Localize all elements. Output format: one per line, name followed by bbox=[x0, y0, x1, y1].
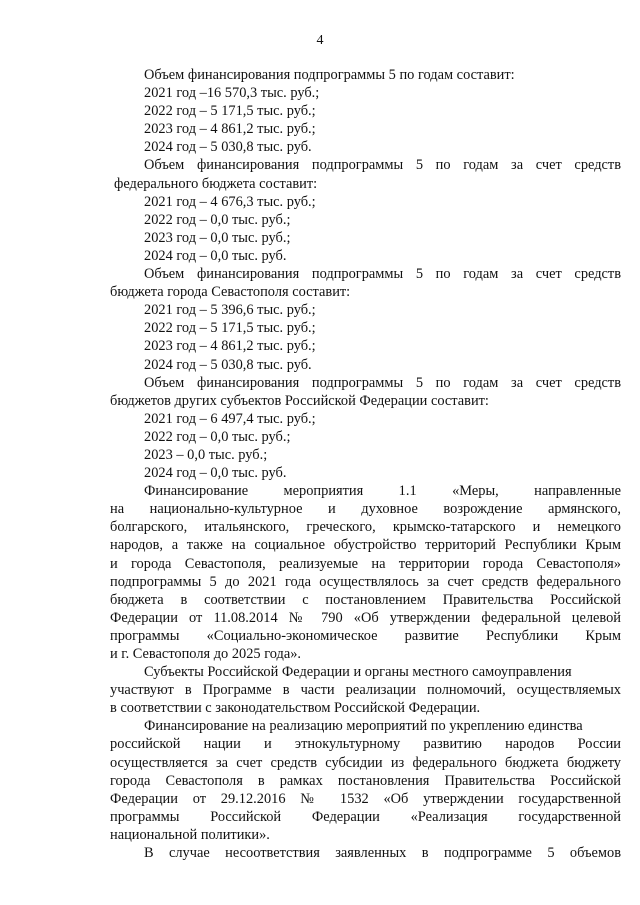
text-line: осуществляется за счет средств субсидии из федерального бюджета бюджету bbox=[110, 754, 621, 771]
text-line: 2021 год – 6 497,4 тыс. руб.; bbox=[144, 410, 316, 427]
text-line: Федерации от 29.12.2016 № 1532 «Об утверждении государственной bbox=[110, 790, 621, 807]
text-line: федерального бюджета составит: bbox=[114, 175, 318, 192]
text-line: Объем финансирования подпрограммы 5 по годам за счет средств bbox=[144, 266, 621, 283]
text-line: российской нации и этнокультурному развитию народов России bbox=[110, 736, 621, 753]
text-line: участвуют в Программе в части реализации полномочий, осуществляемых bbox=[110, 682, 621, 699]
text-line: народов, а также на социальное обустройство территорий Республики Крым bbox=[110, 537, 621, 554]
text-line: Объем финансирования подпрограммы 5 по годам за счет средств bbox=[144, 157, 621, 174]
text-line: Федерации от 11.08.2014 № 790 «Об утверждении федеральной целевой bbox=[110, 609, 621, 626]
text-line: национальной политики». bbox=[110, 826, 270, 843]
text-line: 2024 год – 5 030,8 тыс. руб. bbox=[144, 356, 312, 373]
text-line: программы «Социально-экономическое развитие Республики Крым bbox=[110, 627, 621, 644]
text-line: 2021 год – 5 396,6 тыс. руб.; bbox=[144, 302, 316, 319]
text-line: Объем финансирования подпрограммы 5 по годам за счет средств bbox=[144, 374, 621, 391]
text-line: Финансирование мероприятия 1.1 «Меры, направленные bbox=[144, 483, 621, 500]
text-line: В случае несоответствия заявленных в подпрограмме 5 объемов bbox=[144, 845, 621, 862]
page-number: 4 bbox=[316, 33, 324, 48]
text-line: 2021 год – 4 676,3 тыс. руб.; bbox=[144, 193, 316, 210]
text-line: 2021 год –16 570,3 тыс. руб.; bbox=[144, 85, 320, 102]
document-body bbox=[110, 66, 621, 862]
text-line: в соответствии с законодательством Российской Федерации. bbox=[110, 700, 481, 717]
text-line: 2024 год – 0,0 тыс. руб. bbox=[144, 247, 287, 264]
text-line: бюджета города Севастополя составит: bbox=[110, 284, 351, 301]
text-line: 2023 год – 4 861,2 тыс. руб.; bbox=[144, 121, 316, 138]
text-line: 2024 год – 0,0 тыс. руб. bbox=[144, 465, 287, 482]
text-line: на национально-культурное и духовное возрождение армянского, bbox=[110, 501, 621, 518]
text-line: болгарского, итальянского, греческого, крымско-татарского и немецкого bbox=[110, 519, 621, 536]
text-line: 2023 год – 0,0 тыс. руб.; bbox=[144, 229, 291, 246]
text-line: Субъекты Российской Федерации и органы местного самоуправления bbox=[144, 664, 572, 681]
text-line: 2023 год – 4 861,2 тыс. руб.; bbox=[144, 338, 316, 355]
text-line: Финансирование на реализацию мероприятий по укреплению единства bbox=[144, 718, 583, 735]
text-line: 2022 год – 0,0 тыс. руб.; bbox=[144, 428, 291, 445]
text-line: 2022 год – 0,0 тыс. руб.; bbox=[144, 211, 291, 228]
text-line: подпрограммы 5 до 2021 года осуществлялось за счет средств федерального bbox=[110, 573, 621, 590]
text-line: 2022 год – 5 171,5 тыс. руб.; bbox=[144, 103, 316, 120]
text-line: бюджета в соответствии с постановлением Правительства Российской bbox=[110, 591, 621, 608]
text-line: Объем финансирования подпрограммы 5 по годам составит: bbox=[144, 67, 515, 83]
text-line: и города Севастополя, реализуемые на территории города Севастополя» bbox=[110, 555, 621, 572]
text-line: 2024 год – 5 030,8 тыс. руб. bbox=[144, 139, 312, 156]
text-line: программы Российской Федерации «Реализация государственной bbox=[110, 808, 621, 825]
text-line: 2023 – 0,0 тыс. руб.; bbox=[144, 446, 268, 463]
text-line: 2022 год – 5 171,5 тыс. руб.; bbox=[144, 320, 316, 337]
text-line: бюджетов других субъектов Российской Федерации составит: bbox=[110, 392, 489, 409]
text-line: города Севастополя в рамках постановления Правительства Российской bbox=[110, 772, 621, 789]
text-line: и г. Севастополя до 2025 года». bbox=[110, 646, 302, 662]
